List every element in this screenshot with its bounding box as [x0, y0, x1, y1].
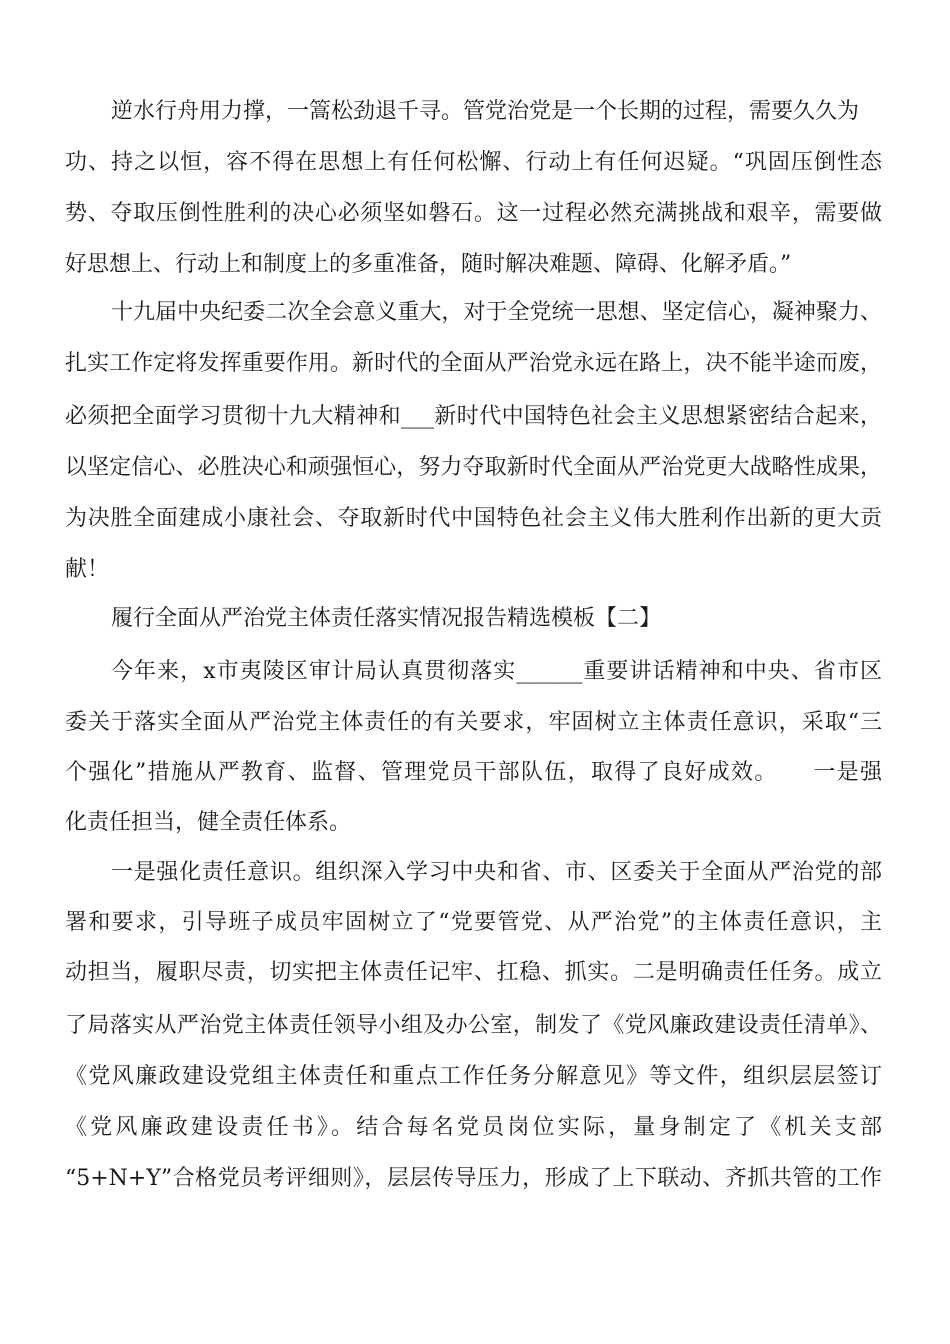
- text-line: 献！: [65, 557, 110, 582]
- text-line: 为决胜全面建成小康社会、夺取新时代中国特色社会主义伟大胜利作出新的更大贡: [65, 506, 882, 531]
- text-line: 《党风廉政建设党组主体责任和重点工作任务分解意见》等文件，组织层层签订: [65, 1064, 882, 1089]
- text-line: 一是强化责任意识。组织深入学习中央和省、市、区委关于全面从严治党的部: [111, 860, 882, 885]
- text-line: 《党风廉政建设责任书》。结合每名党员岗位实际，量身制定了《机关支部: [65, 1115, 882, 1140]
- text-line: 势、夺取压倒性胜利的决心必须坚如磐石。这一过程必然充满挑战和艰辛，需要做: [65, 201, 882, 226]
- text-line: 必须把全面学习贯彻十九大精神和___新时代中国特色社会主义思想紧密结合起来，: [65, 404, 882, 429]
- text-line: 署和要求，引导班子成员牢固树立了“党要管党、从严治党”的主体责任意识，主: [65, 910, 882, 935]
- text-line: 以坚定信心、必胜决心和顽强恒心，努力夺取新时代全面从严治党更大战略性成果，: [65, 455, 882, 480]
- text-line: 扎实工作定将发挥重要作用。新时代的全面从严治党永远在路上，决不能半途而废，: [65, 351, 882, 376]
- text-line: 逆水行舟用力撑，一篙松劲退千寻。管党治党是一个长期的过程，需要久久为: [111, 99, 860, 124]
- section-heading: 履行全面从严治党主体责任落实情况报告精选模板【二】: [111, 606, 662, 631]
- text-line: 动担当，履职尽责，切实把主体责任记牢、扛稳、抓实。二是明确责任任务。成立: [65, 960, 882, 985]
- text-line: 今年来，x市夷陵区审计局认真贯彻落实______重要讲话精神和中央、省市区: [111, 659, 882, 684]
- text-line: 十九届中央纪委二次全会意义重大，对于全党统一思想、坚定信心，凝神聚力、: [111, 300, 882, 325]
- text-line: 个强化”措施从严教育、监督、管理党员干部队伍，取得了良好成效。 一是强: [65, 760, 882, 785]
- text-line: “5+N+Y”合格党员考评细则》，层层传导压力，形成了上下联动、齐抓共管的工作: [65, 1166, 882, 1191]
- text-line: 功、持之以恒，容不得在思想上有任何松懈、行动上有任何迟疑。“巩固压倒性态: [65, 150, 882, 175]
- text-line: 好思想上、行动上和制度上的多重准备，随时解决难题、障碍、化解矛盾。”: [65, 252, 792, 277]
- text-line: 化责任担当，健全责任体系。: [65, 810, 352, 835]
- text-line: 委关于落实全面从严治党主体责任的有关要求，牢固树立主体责任意识，采取“三: [65, 710, 882, 735]
- text-line: 了局落实从严治党主体责任领导小组及办公室，制发了《党风廉政建设责任清单》、: [65, 1013, 882, 1038]
